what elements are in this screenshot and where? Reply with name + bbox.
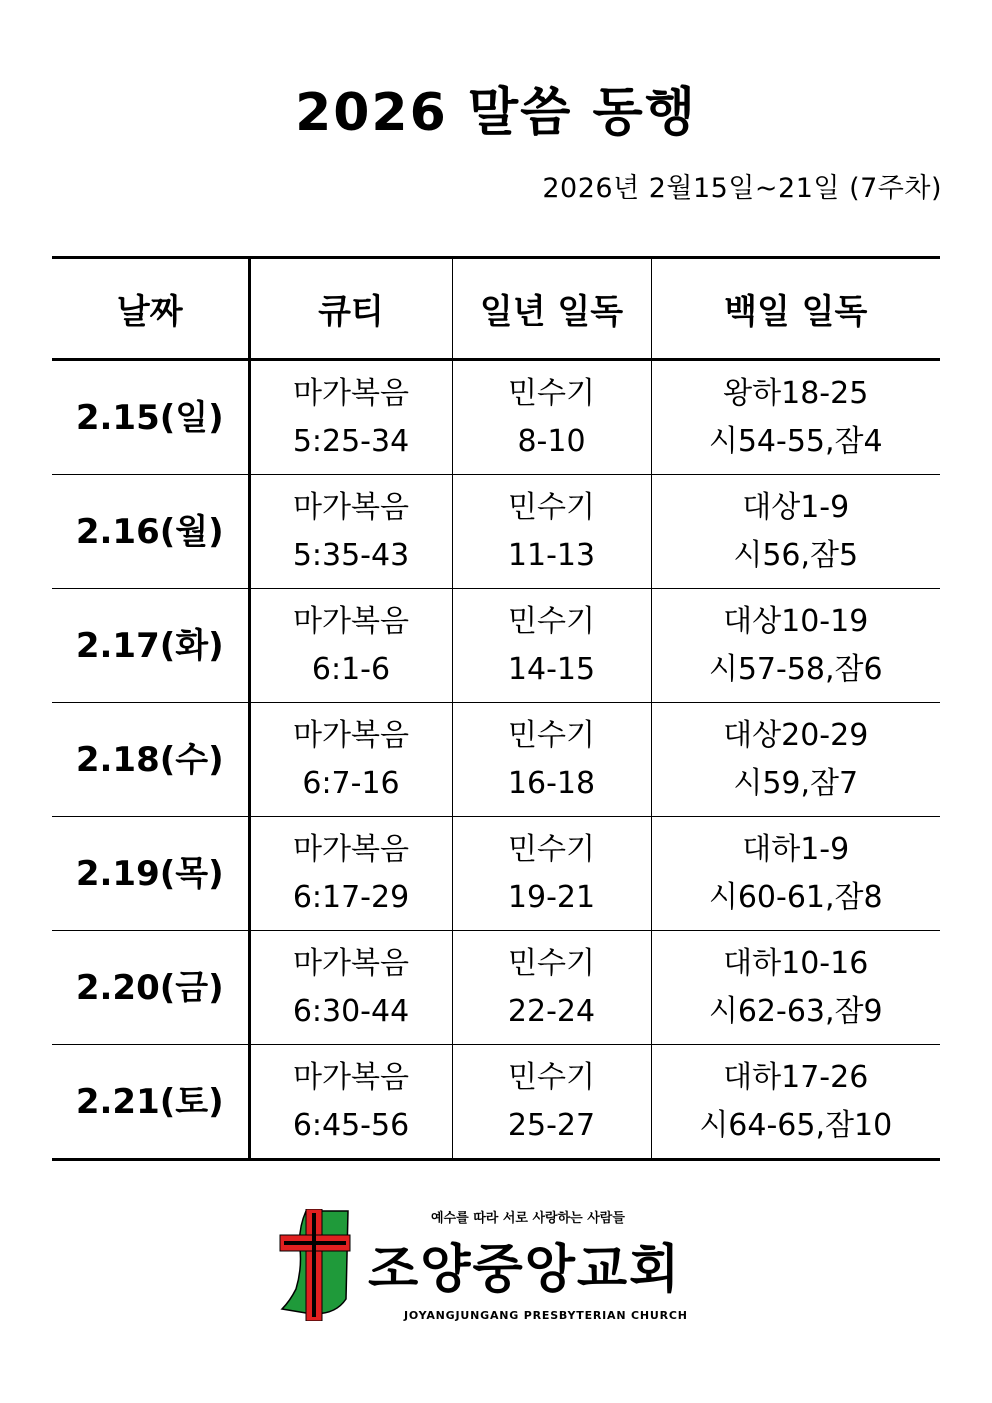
page-title: 2026 말씀 동행 (295, 83, 697, 143)
one-year-book: 민수기 (508, 717, 595, 753)
cross-scroll-icon (276, 1209, 356, 1321)
hundred-day-line2: 시64-65,잠10 (699, 1107, 893, 1143)
hundred-day-line2: 시56,잠5 (733, 537, 859, 573)
one-year-cell (452, 475, 651, 589)
date-cell: 2.21(토) (52, 1045, 249, 1160)
hundred-day-line1: 대하17-26 (723, 1059, 869, 1095)
column-header-hundred-day: 백일 일독 (651, 258, 940, 360)
table-row (52, 1045, 940, 1160)
date-cell: 2.15(일) (52, 360, 249, 475)
qt-range: 6:30-44 (292, 993, 410, 1029)
one-year-book: 민수기 (508, 945, 595, 981)
qt-range: 5:35-43 (292, 537, 410, 573)
one-year-cell (452, 589, 651, 703)
hundred-day-cell (651, 475, 940, 589)
hundred-day-line1: 대하1-9 (742, 831, 850, 867)
one-year-range: 16-18 (507, 765, 596, 801)
date-cell: 2.18(수) (52, 703, 249, 817)
qt-cell (249, 817, 452, 931)
one-year-range: 8-10 (517, 423, 586, 459)
column-header-one-year: 일년 일독 (452, 258, 651, 360)
one-year-book: 민수기 (508, 603, 595, 639)
one-year-range: 14-15 (507, 651, 596, 687)
table-row (52, 931, 940, 1045)
hundred-day-line1: 대하10-16 (723, 945, 869, 981)
cross-inner-horizontal (284, 1241, 346, 1245)
hundred-day-line1: 대상10-19 (723, 603, 869, 639)
qt-cell (249, 1045, 452, 1160)
table-row (52, 589, 940, 703)
hundred-day-cell (651, 703, 940, 817)
one-year-cell (452, 703, 651, 817)
qt-range: 5:25-34 (292, 423, 410, 459)
church-name: 조양중앙교회 (368, 1240, 682, 1300)
week-period: 2026년 2월15일~21일 (7주차) (542, 173, 942, 204)
hundred-day-line2: 시62-63,잠9 (708, 993, 883, 1029)
date-cell: 2.20(금) (52, 931, 249, 1045)
church-logo (276, 1205, 716, 1325)
qt-book: 마가복음 (293, 717, 409, 753)
reading-schedule-table (52, 256, 940, 1161)
table-header-row (52, 258, 940, 360)
one-year-cell (452, 360, 651, 475)
qt-book: 마가복음 (293, 945, 409, 981)
hundred-day-cell (651, 1045, 940, 1160)
table-row (52, 360, 940, 475)
table-row (52, 703, 940, 817)
one-year-range: 25-27 (507, 1107, 596, 1143)
church-name-english: JOYANGJUNGANG PRESBYTERIAN CHURCH (404, 1309, 688, 1322)
hundred-day-cell (651, 589, 940, 703)
qt-range: 6:1-6 (311, 651, 391, 687)
one-year-range: 11-13 (507, 537, 596, 573)
qt-book: 마가복음 (293, 1059, 409, 1095)
table-row (52, 817, 940, 931)
one-year-cell (452, 817, 651, 931)
hundred-day-line1: 대상20-29 (723, 717, 869, 753)
qt-range: 6:7-16 (302, 765, 400, 801)
table-row (52, 475, 940, 589)
qt-book: 마가복음 (293, 375, 409, 411)
date-cell: 2.16(월) (52, 475, 249, 589)
one-year-range: 19-21 (507, 879, 596, 915)
hundred-day-line2: 시59,잠7 (733, 765, 859, 801)
one-year-cell (452, 931, 651, 1045)
one-year-book: 민수기 (508, 1059, 595, 1095)
qt-book: 마가복음 (293, 831, 409, 867)
qt-cell (249, 360, 452, 475)
qt-cell (249, 703, 452, 817)
hundred-day-line1: 왕하18-25 (723, 375, 869, 411)
one-year-book: 민수기 (508, 831, 595, 867)
one-year-range: 22-24 (507, 993, 596, 1029)
cross-inner-vertical (312, 1213, 316, 1317)
hundred-day-line1: 대상1-9 (742, 489, 850, 525)
date-cell: 2.17(화) (52, 589, 249, 703)
hundred-day-line2: 시60-61,잠8 (708, 879, 883, 915)
column-header-date: 날짜 (52, 258, 249, 360)
hundred-day-cell (651, 817, 940, 931)
one-year-book: 민수기 (508, 375, 595, 411)
qt-book: 마가복음 (293, 489, 409, 525)
qt-range: 6:45-56 (292, 1107, 410, 1143)
qt-cell (249, 931, 452, 1045)
qt-cell (249, 475, 452, 589)
column-header-qt: 큐티 (249, 258, 452, 360)
qt-range: 6:17-29 (292, 879, 410, 915)
qt-cell (249, 589, 452, 703)
hundred-day-cell (651, 931, 940, 1045)
hundred-day-line2: 시54-55,잠4 (708, 423, 883, 459)
church-slogan: 예수를 따라 서로 사랑하는 사람들 (431, 1211, 625, 1226)
qt-book: 마가복음 (293, 603, 409, 639)
one-year-cell (452, 1045, 651, 1160)
one-year-book: 민수기 (508, 489, 595, 525)
hundred-day-line2: 시57-58,잠6 (708, 651, 883, 687)
date-cell: 2.19(목) (52, 817, 249, 931)
hundred-day-cell (651, 360, 940, 475)
